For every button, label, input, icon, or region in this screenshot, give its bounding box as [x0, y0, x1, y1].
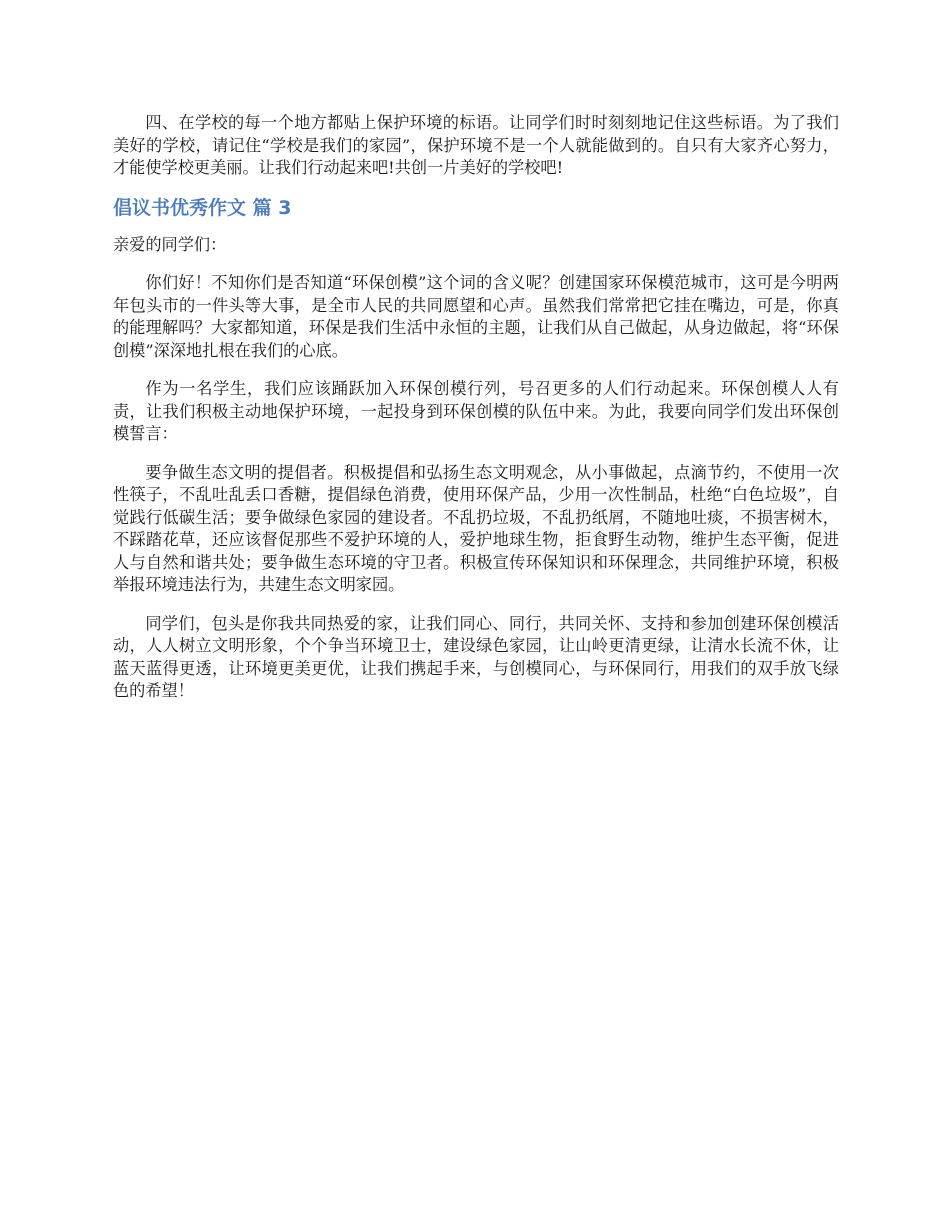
paragraph-pledge: 要争做生态文明的提倡者。积极提倡和弘扬生态文明观念，从小事做起，点滴节约，不使用一次性筷子，不乱吐乱丢口香糖，提倡绿色消费，使用环保产品，少用一次性制品，杜绝“白色垃圾”，自觉践行低碳生活；要争做绿色家园的建设者。不乱扔垃圾，不乱扔纸屑，不随地吐痰，不损害树木，不踩踏花草，还应该督促那些不爱护环境的人，爱护地球生物，拒食野生动物，维护生态平衡，促进人与自然和谐共处；要争做生态环境的守卫者。积极宣传环保知识和环保理念，共同维护环境，积极举报环境违法行为，共建生态文明家园。 [113, 462, 839, 594]
greeting: 亲爱的同学们： [113, 234, 227, 254]
paragraph-call-to-action: 作为一名学生，我们应该踊跃加入环保创模行列，号召更多的人们行动起来。环保创模人人有责，让我们积极主动地保护环境，一起投身到环保创模的队伍中来。为此，我要向同学们发出环保创模誓言： [113, 379, 839, 443]
paragraph-closing: 同学们，包头是你我共同热爱的家，让我们同心、同行，共同关怀、支持和参加创建环保创模活动，人人树立文明形象，个个争当环境卫士，建设绿色家园，让山岭更清更绿，让清水长流不休，让蓝天蓝得更透，让环境更美更优，让我们携起手来，与创模同心，与环保同行，用我们的双手放飞绿色的希望！ [113, 613, 839, 700]
paragraph-intro: 你们好！不知你们是否知道“环保创模”这个词的含义呢？创建国家环保模范城市，这可是今明两年包头市的一件头等大事，是全市人民的共同愿望和心声。虽然我们常常把它挂在嘴边，可是，你真的能理解吗？大家都知道，环保是我们生活中永恒的主题，让我们从自己做起，从身边做起，将“环保创模”深深地扎根在我们的心底。 [113, 273, 839, 360]
paragraph-item-four: 四、在学校的每一个地方都贴上保护环境的标语。让同学们时时刻刻地记住这些标语。为了我们美好的学校，请记住“学校是我们的家园”，保护环境不是一个人就能做到的。自只有大家齐心努力，才能使学校更美丽。让我们行动起来吧!共创一片美好的学校吧! [113, 113, 839, 177]
section-heading: 倡议书优秀作文 篇 3 [113, 196, 292, 219]
document-page [113, 112, 839, 719]
